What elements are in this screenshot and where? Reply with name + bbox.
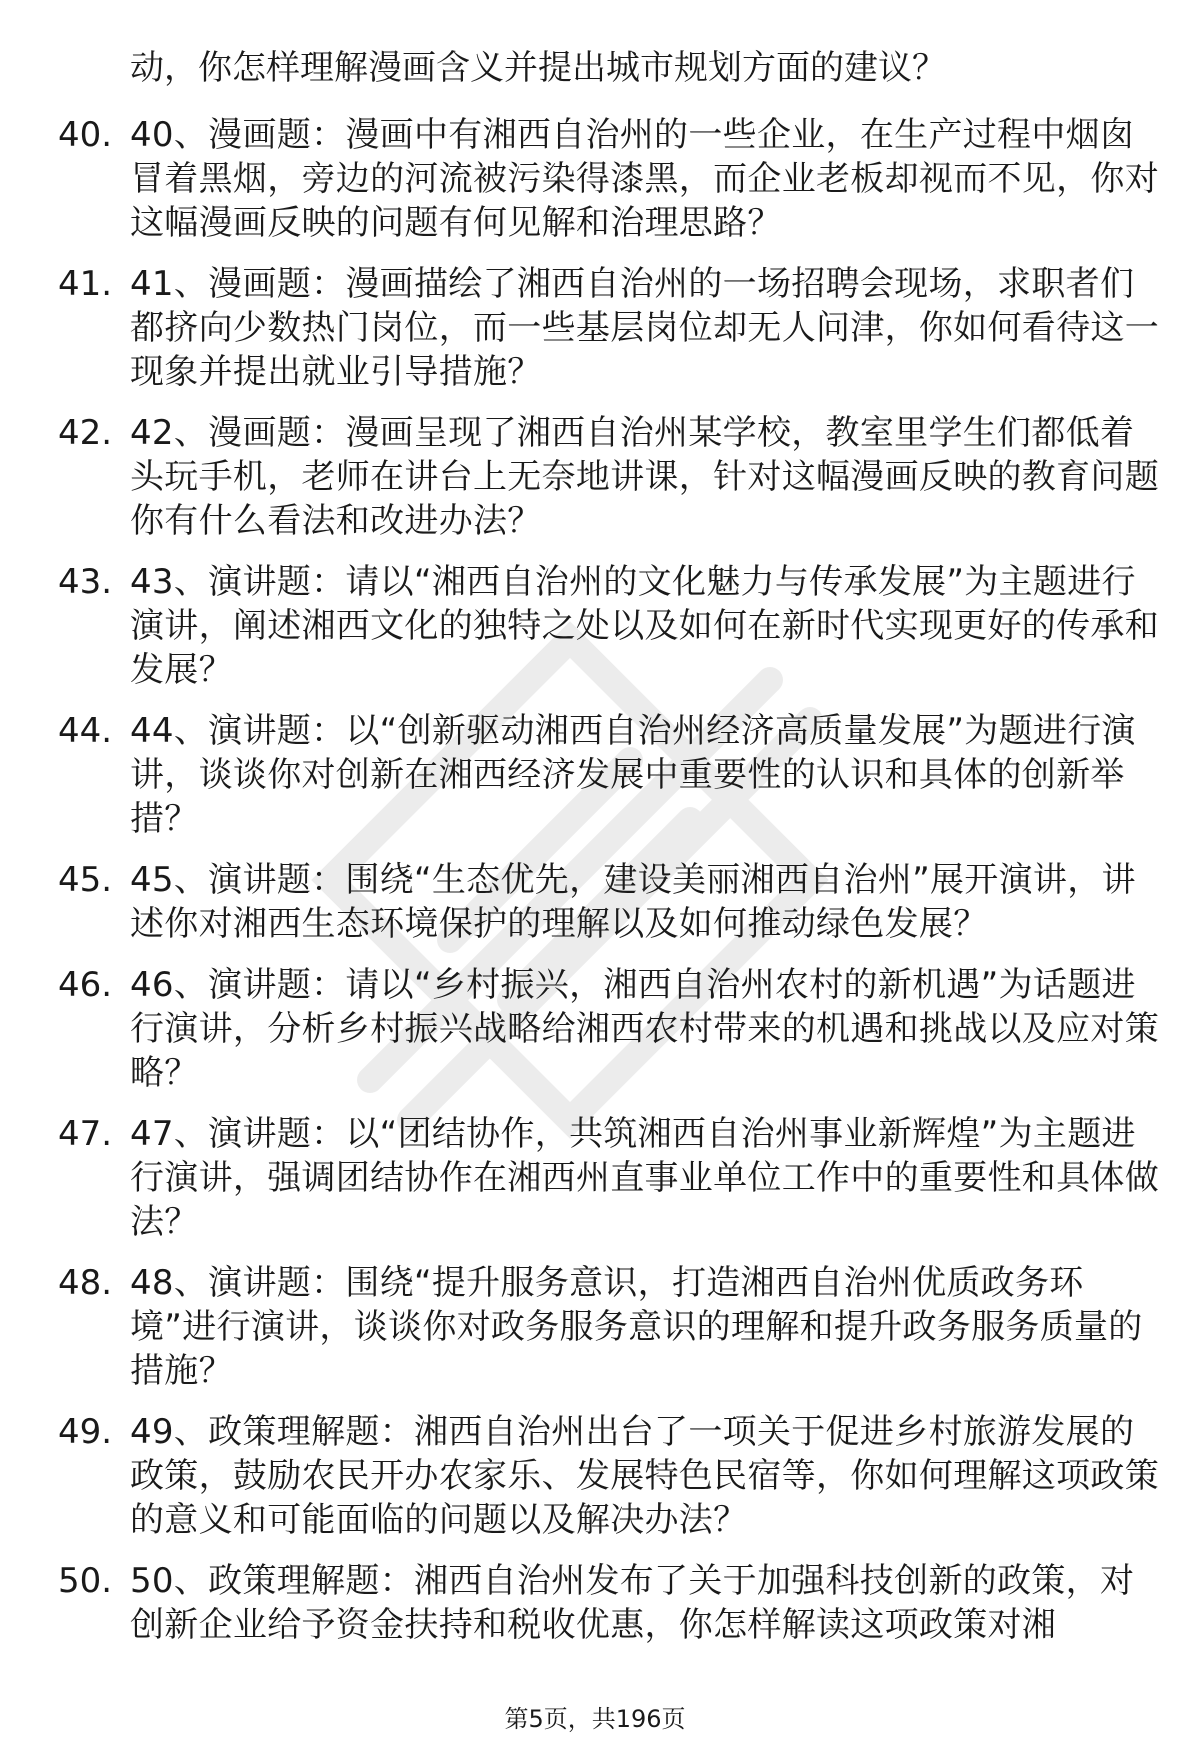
item-text: 42、漫画题：漫画呈现了湘西自治州某学校，教室里学生们都低着头玩手机，老师在讲台上无奈地讲课，针对这幅漫画反映的教育问题你有什么看法和改进办法？ (130, 413, 1159, 541)
list-item (0, 1112, 1190, 1244)
page-footer: 第5页，共196页 (504, 1705, 686, 1733)
list-item (0, 963, 1190, 1095)
list-item (0, 858, 1190, 946)
item-text: 50、政策理解题：湘西自治州发布了关于加强科技创新的政策，对创新企业给予资金扶持和税收优惠，你怎样解读这项政策对湘 (130, 1561, 1135, 1645)
item-text: 47、演讲题：以“团结协作，共筑湘西自治州事业新辉煌”为主题进行演讲，强调团结协作在湘西州直事业单位工作中的重要性和具体做法？ (130, 1114, 1159, 1242)
list-item (0, 709, 1190, 841)
item-number: 42. (58, 413, 113, 453)
list-item (0, 560, 1190, 692)
list-item (0, 1559, 1190, 1647)
item-text: 46、演讲题：请以“乡村振兴，湘西自治州农村的新机遇”为话题进行演讲，分析乡村振兴战略给湘西农村带来的机遇和挑战以及应对策略？ (130, 965, 1159, 1093)
item-text: 48、演讲题：围绕“提升服务意识，打造湘西自治州优质政务环境”进行演讲，谈谈你对政务服务意识的理解和提升政务服务质量的措施？ (130, 1263, 1143, 1391)
item-text: 49、政策理解题：湘西自治州出台了一项关于促进乡村旅游发展的政策，鼓励农民开办农家乐、发展特色民宿等，你如何理解这项政策的意义和可能面临的问题以及解决办法？ (130, 1412, 1159, 1540)
list-item (0, 1410, 1190, 1542)
item-text: 44、演讲题：以“创新驱动湘西自治州经济高质量发展”为题进行演讲，谈谈你对创新在湘西经济发展中重要性的认识和具体的创新举措？ (130, 711, 1136, 839)
item-number: 49. (58, 1412, 113, 1452)
question-list (0, 113, 1190, 1664)
item-number: 40. (58, 115, 113, 155)
item-number: 44. (58, 711, 113, 751)
item-text: 40、漫画题：漫画中有湘西自治州的一些企业，在生产过程中烟囱冒着黑烟，旁边的河流被污染得漆黑，而企业老板却视而不见，你对这幅漫画反映的问题有何见解和治理思路？ (130, 115, 1159, 243)
item-text: 45、演讲题：围绕“生态优先，建设美丽湘西自治州”展开演讲，讲述你对湘西生态环境保护的理解以及如何推动绿色发展？ (130, 860, 1136, 944)
item-number: 43. (58, 562, 113, 602)
item-text: 41、漫画题：漫画描绘了湘西自治州的一场招聘会现场，求职者们都挤向少数热门岗位，而一些基层岗位却无人问津，你如何看待这一现象并提出就业引导措施？ (130, 264, 1159, 392)
item-number: 46. (58, 965, 113, 1005)
item-number: 50. (58, 1561, 113, 1601)
item-number: 47. (58, 1114, 113, 1154)
list-item (0, 411, 1190, 543)
item-number: 41. (58, 264, 113, 304)
item-number: 48. (58, 1263, 113, 1303)
continuation-text: 动，你怎样理解漫画含义并提出城市规划方面的建议？ (130, 48, 946, 88)
list-item (0, 262, 1190, 394)
list-item (0, 1261, 1190, 1393)
item-text: 43、演讲题：请以“湘西自治州的文化魅力与传承发展”为主题进行演讲，阐述湘西文化的独特之处以及如何在新时代实现更好的传承和发展？ (130, 562, 1159, 690)
item-number: 45. (58, 860, 113, 900)
list-item (0, 113, 1190, 245)
